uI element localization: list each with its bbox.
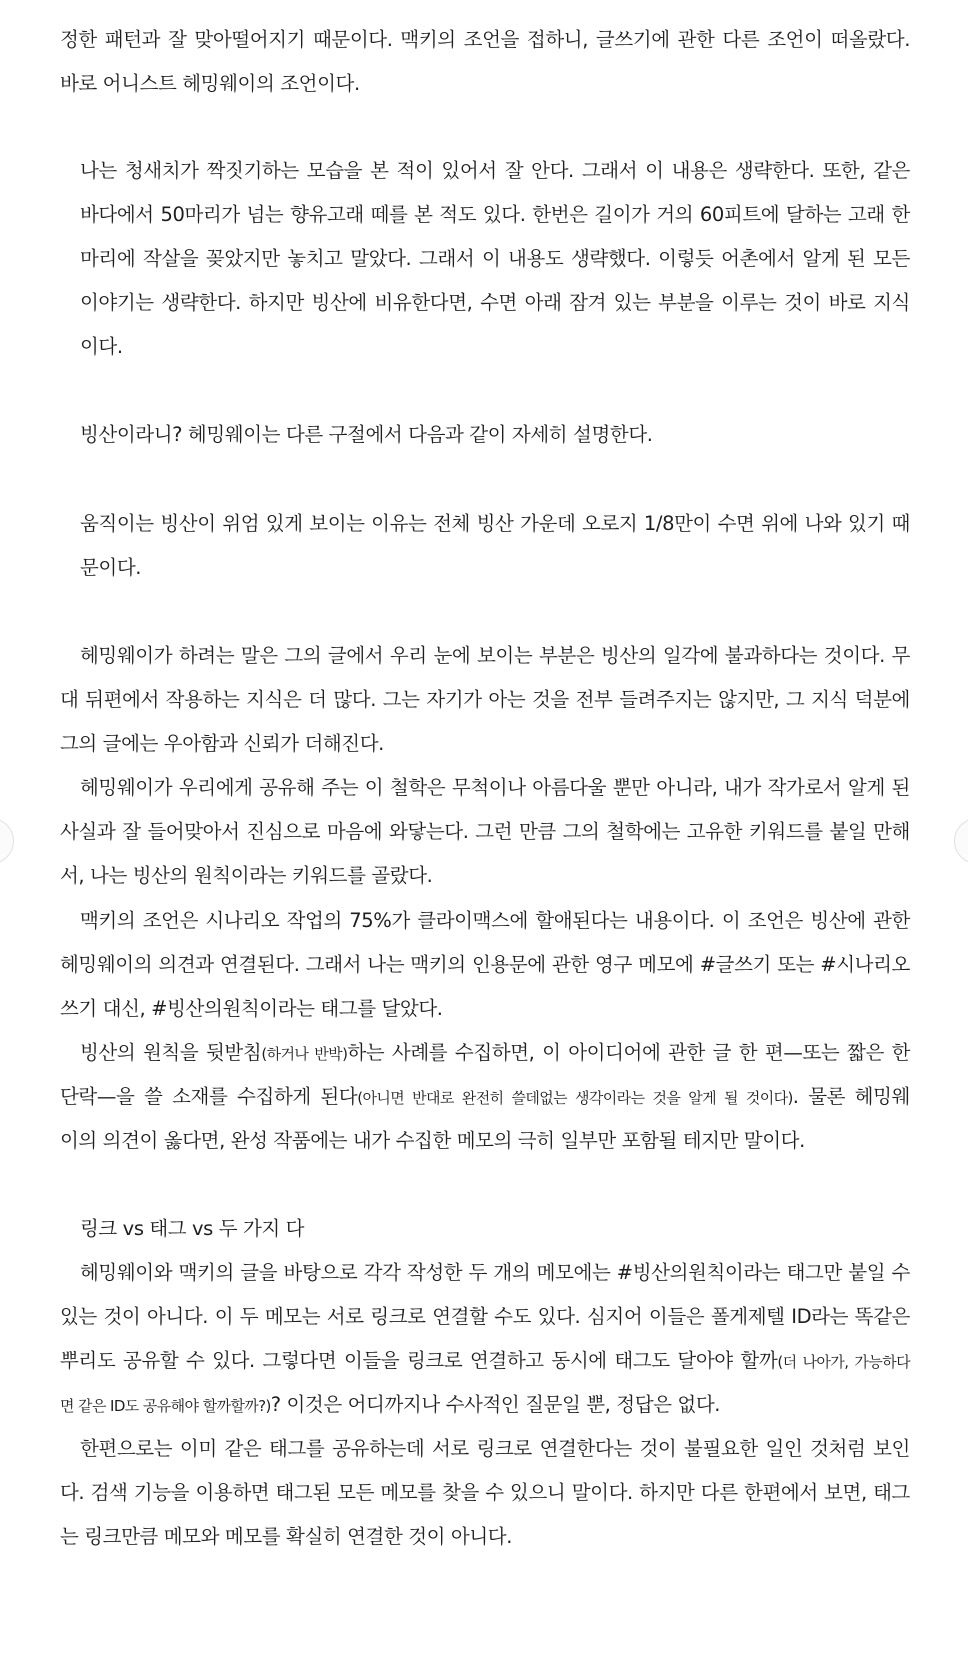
text-line: 서, 나는 빙산의 원칙이라는 키워드를 골랐다.	[60, 864, 433, 887]
text-line: 다. 검색 기능을 이용하면 태그된 모든 메모를 찾을 수 있으니 말이다. 하지만 다른 한편에서 보면, 태그	[60, 1481, 910, 1504]
aside-text: (아니면 반대로 완전히 쓸데없는 생각이라는 것을 알게 될 것이다)	[357, 1089, 793, 1107]
quote-line: 마리에 작살을 꽂았지만 놓치고 말았다. 그래서 이 내용도 생략했다. 이렇듯 어촌에서 알게 된 모든	[80, 247, 910, 270]
text-line: 쓰기 대신, #빙산의원칙이라는 태그를 달았다.	[60, 997, 443, 1020]
aside-text: 면 같은 ID도 공유해야 할까할까?)	[60, 1397, 271, 1415]
text-line: 정한 패턴과 잘 맞아떨어지기 때문이다. 맥키의 조언을 접하니, 글쓰기에 관한 다른 조언이 떠올랐다.	[60, 28, 910, 51]
text-span: ? 이것은 어디까지나 수사적인 질문일 뿐, 정답은 없다.	[270, 1393, 721, 1416]
section-heading: 링크 vs 태그 vs 두 가지 다	[80, 1217, 305, 1240]
text-span: . 물론 헤밍웨	[792, 1085, 910, 1108]
text-span: 뿌리도 공유할 수 있다. 그렇다면 이들을 링크로 연결하고 동시에 태그도 달아야 할까	[60, 1349, 778, 1372]
quote-line: 이다.	[80, 335, 123, 358]
text-line: 그의 글에는 우아함과 신뢰가 더해진다.	[60, 732, 384, 755]
text-line: 사실과 잘 들어맞아서 진심으로 마음에 와닿는다. 그런 만큼 그의 철학에는 고유한 키워드를 붙일 만해	[60, 820, 910, 843]
text-line	[60, 1392, 910, 1419]
text-line: 헤밍웨이가 우리에게 공유해 주는 이 철학은 무척이나 아름다울 뿐만 아니라, 내가 작가로서 알게 된	[80, 776, 910, 799]
text-line: 이의 의견이 옳다면, 완성 작품에는 내가 수집한 메모의 극히 일부만 포함될 테지만 말이다.	[60, 1129, 805, 1152]
aside-text: (더 나아가, 가능하다	[777, 1353, 910, 1371]
text-line: 빙산이라니? 헤밍웨이는 다른 구절에서 다음과 같이 자세히 설명한다.	[80, 423, 653, 446]
text-line	[60, 1040, 910, 1067]
quote-line: 나는 청새치가 짝짓기하는 모습을 본 적이 있어서 잘 안다. 그래서 이 내용은 생략한다. 또한, 같은	[80, 159, 910, 182]
text-line: 는 링크만큼 메모와 메모를 확실히 연결한 것이 아니다.	[60, 1525, 513, 1548]
text-line: 한편으로는 이미 같은 태그를 공유하는데 서로 링크로 연결한다는 것이 불필요한 일인 것처럼 보인	[80, 1437, 910, 1460]
quote-line: 문이다.	[80, 556, 142, 579]
previous-page-arrow-icon[interactable]	[0, 818, 14, 864]
text-span: 빙산의 원칙을 뒷받침	[80, 1041, 262, 1064]
text-span: 단락—을 쓸 소재를 수집하게 된다	[60, 1085, 358, 1108]
quote-line: 바다에서 50마리가 넘는 향유고래 떼를 본 적도 있다. 한번은 길이가 거의 60피트에 달하는 고래 한	[80, 203, 910, 226]
text-line: 헤밍웨이와 맥키의 글을 바탕으로 각각 작성한 두 개의 메모에는 #빙산의원칙이라는 태그만 붙일 수	[80, 1261, 910, 1284]
text-span: 하는 사례를 수집하면, 이 아이디어에 관한 글 한 편—또는 짧은 한	[347, 1041, 911, 1064]
quote-line: 이야기는 생략한다. 하지만 빙산에 비유한다면, 수면 아래 잠겨 있는 부분을 이루는 것이 바로 지식	[80, 291, 910, 314]
next-page-arrow-icon[interactable]	[954, 818, 968, 864]
text-line: 헤밍웨이가 하려는 말은 그의 글에서 우리 눈에 보이는 부분은 빙산의 일각에 불과하다는 것이다. 무	[80, 644, 910, 667]
aside-text: (하거나 반박)	[261, 1045, 348, 1063]
quote-line: 움직이는 빙산이 위엄 있게 보이는 이유는 전체 빙산 가운데 오로지 1/8만이 수면 위에 나와 있기 때	[80, 512, 910, 535]
text-line	[60, 1348, 910, 1375]
text-line: 바로 어니스트 헤밍웨이의 조언이다.	[60, 72, 360, 95]
text-line: 있는 것이 아니다. 이 두 메모는 서로 링크로 연결할 수도 있다. 심지어 이들은 폴게제텔 ID라는 똑같은	[60, 1305, 910, 1328]
text-line: 헤밍웨이의 의견과 연결된다. 그래서 나는 맥키의 인용문에 관한 영구 메모에 #글쓰기 또는 #시나리오	[60, 953, 910, 976]
text-line: 맥키의 조언은 시나리오 작업의 75%가 클라이맥스에 할애된다는 내용이다. 이 조언은 빙산에 관한	[80, 909, 910, 932]
text-line	[60, 1084, 910, 1111]
text-line: 대 뒤편에서 작용하는 지식은 더 많다. 그는 자기가 아는 것을 전부 들려주지는 않지만, 그 지식 덕분에	[60, 688, 910, 711]
